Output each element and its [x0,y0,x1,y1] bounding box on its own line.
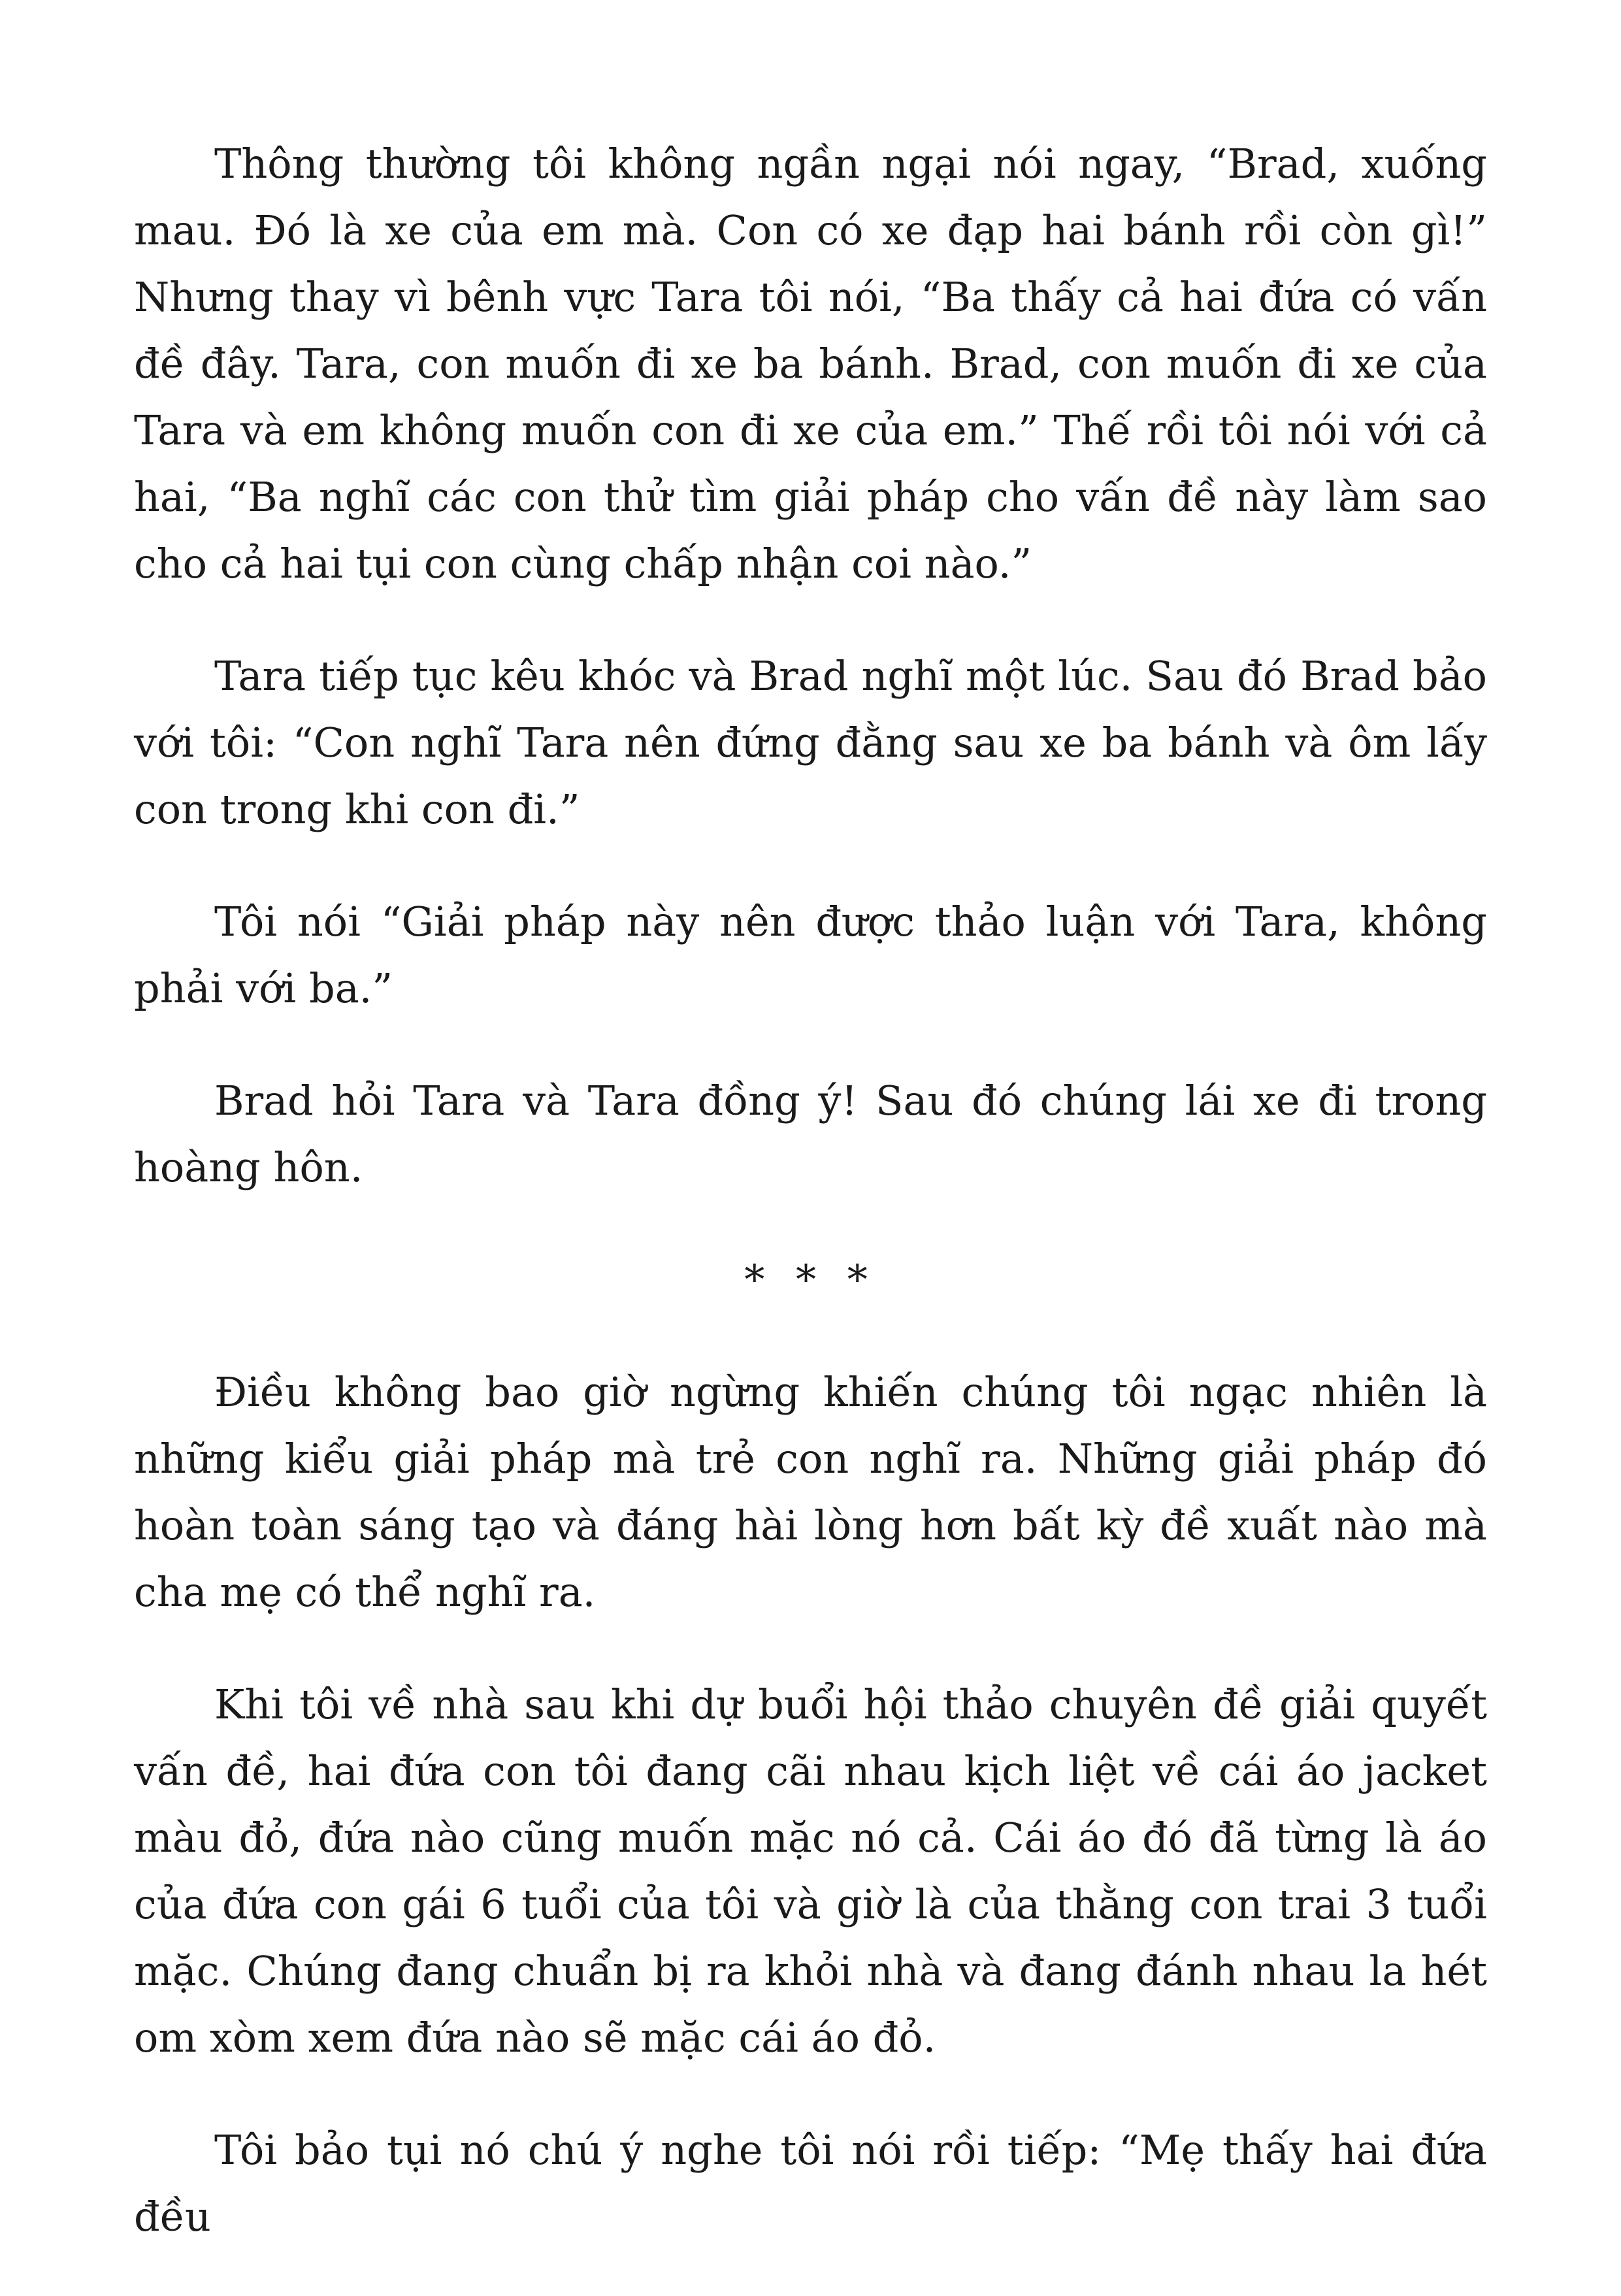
paragraph-5: Điều không bao giờ ngừng khiến chúng tôi ngạc nhiên là những kiểu giải pháp mà trẻ con nghĩ ra. Những giải pháp đó hoàn toàn sáng tạo và đáng hài lòng hơn bất kỳ đề xuất nào mà cha mẹ có thể nghĩ ra. [134,1368,1487,1616]
paragraph-3: Tôi nói “Giải pháp này nên được thảo luận với Tara, không phải với ba.” [134,898,1487,1012]
paragraph-2: Tara tiếp tục kêu khóc và Brad nghĩ một lúc. Sau đó Brad bảo với tôi: “Con nghĩ Tara nên đứng đằng sau xe ba bánh và ôm lấy con trong khi con đi.” [134,652,1487,833]
section-separator: * * * [744,1256,877,1304]
paragraph-7: Tôi bảo tụi nó chú ý nghe tôi nói rồi tiếp: “Mẹ thấy hai đứa đều [134,2126,1487,2240]
paragraph-1: Thông thường tôi không ngần ngại nói ngay, “Brad, xuống mau. Đó là xe của em mà. Con có xe đạp hai bánh rồi còn gì!” Nhưng thay vì bênh vực Tara tôi nói, “Ba thấy cả hai đứa có vấn đề đây. Tara, con muốn đi xe ba bánh. Brad, con muốn đi xe của Tara và em không muốn con đi xe của em.” Thế rồi tôi nói với cả hai, “Ba nghĩ các con thử tìm giải pháp cho vấn đề này làm sao cho cả hai tụi con cùng chấp nhận coi nào.” [134,140,1487,587]
paragraph-6: Khi tôi về nhà sau khi dự buổi hội thảo chuyên đề giải quyết vấn đề, hai đứa con tôi đang cãi nhau kịch liệt về cái áo jacket màu đỏ, đứa nào cũng muốn mặc nó cả. Cái áo đó đã từng là áo của đứa con gái 6 tuổi của tôi và giờ là của thằng con trai 3 tuổi mặc. Chúng đang chuẩn bị ra khỏi nhà và đang đánh nhau la hét om xòm xem đứa nào sẽ mặc cái áo đỏ. [134,1681,1487,2061]
page-body [134,131,1487,2296]
paragraph-4: Brad hỏi Tara và Tara đồng ý! Sau đó chúng lái xe đi trong hoàng hôn. [134,1077,1487,1191]
